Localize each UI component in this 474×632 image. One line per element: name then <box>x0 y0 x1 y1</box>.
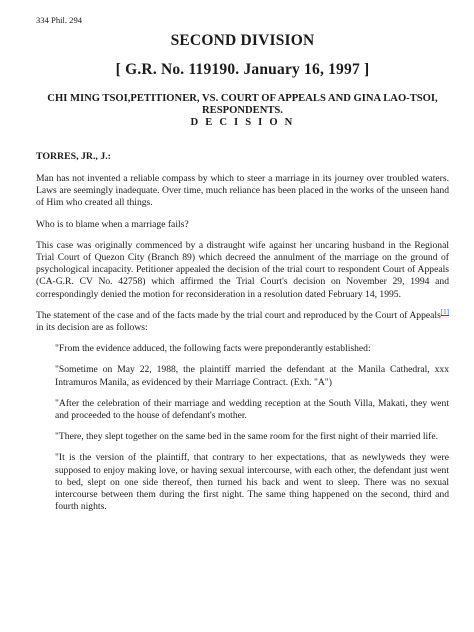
paragraph-case-history: This case was originally commenced by a distraught wife against her uncaring husband in the Regional Trial Court of Quezon City (Branch 89) which decreed the annulment of the marriage on the ground of psychological incapacity. Petitioner appealed the decision of the trial court to respondent Court of Appeals (CA-G.R. CV No. 42758) which affirmed the Trial Court's decision on November 29, 1994 and correspondingly denied the motion for reconsideration in a resolution dated February 14, 1995. <box>36 239 449 300</box>
division-heading: SECOND DIVISION <box>170 32 315 49</box>
quote-paragraph: "From the evidence adduced, the following facts were preponderantly established: <box>55 343 371 355</box>
quote-paragraph: "Sometime on May 22, 1988, the plaintiff married the defendant at the Manila Cathedral, xxx Intramuros Manila, as evidenced by their Marriage Contract. (Exh. "A") <box>55 364 449 388</box>
quote-paragraph: "There, they slept together on the same bed in the same room for the first night of their married life. <box>55 431 439 443</box>
statement-text: The statement of the case and of the facts made by the trial court and reproduced by the Court of Appeals <box>36 309 441 321</box>
citation: 334 Phil. 294 <box>36 15 83 25</box>
quote-paragraph: "It is the version of the plaintiff, that contrary to her expectations, that as newlyweds they were supposed to enjoy making love, or having sexual intercourse, with each other, the defendant just went to bed, slept on one side thereof, then turned his back and went to sleep. There was no sexual intercourse between them during the first night. The same thing happened on the second, third and fourth nights. <box>55 452 449 513</box>
statement-text-end: in its decision are as follows: <box>36 322 148 334</box>
decision-label: D E C I S I O N <box>190 117 295 128</box>
parties-heading: CHI MING TSOI,PETITIONER, VS. COURT OF APPEALS AND GINA LAO-TSOI, RESPONDENTS. <box>47 93 438 116</box>
paragraph-intro: Man has not invented a reliable compass by which to steer a marriage in its journey over troubled waters. Laws are seemingly inadequate. Over time, much reliance has been placed in the works of the unseen hand of Him who created all things. <box>36 173 449 209</box>
paragraph-statement <box>36 307 449 334</box>
paragraph-question: Who is to blame when a marriage fails? <box>36 218 189 230</box>
ponente: TORRES, JR., J.: <box>36 151 111 162</box>
case-number-heading: [ G.R. No. 119190. January 16, 1997 ] <box>115 61 370 78</box>
quote-paragraph: "After the celebration of their marriage and wedding reception at the South Villa, Makati, they went and proceeded to the house of defendant's mother. <box>55 397 449 422</box>
footnote-link[interactable]: [1] <box>440 307 449 316</box>
